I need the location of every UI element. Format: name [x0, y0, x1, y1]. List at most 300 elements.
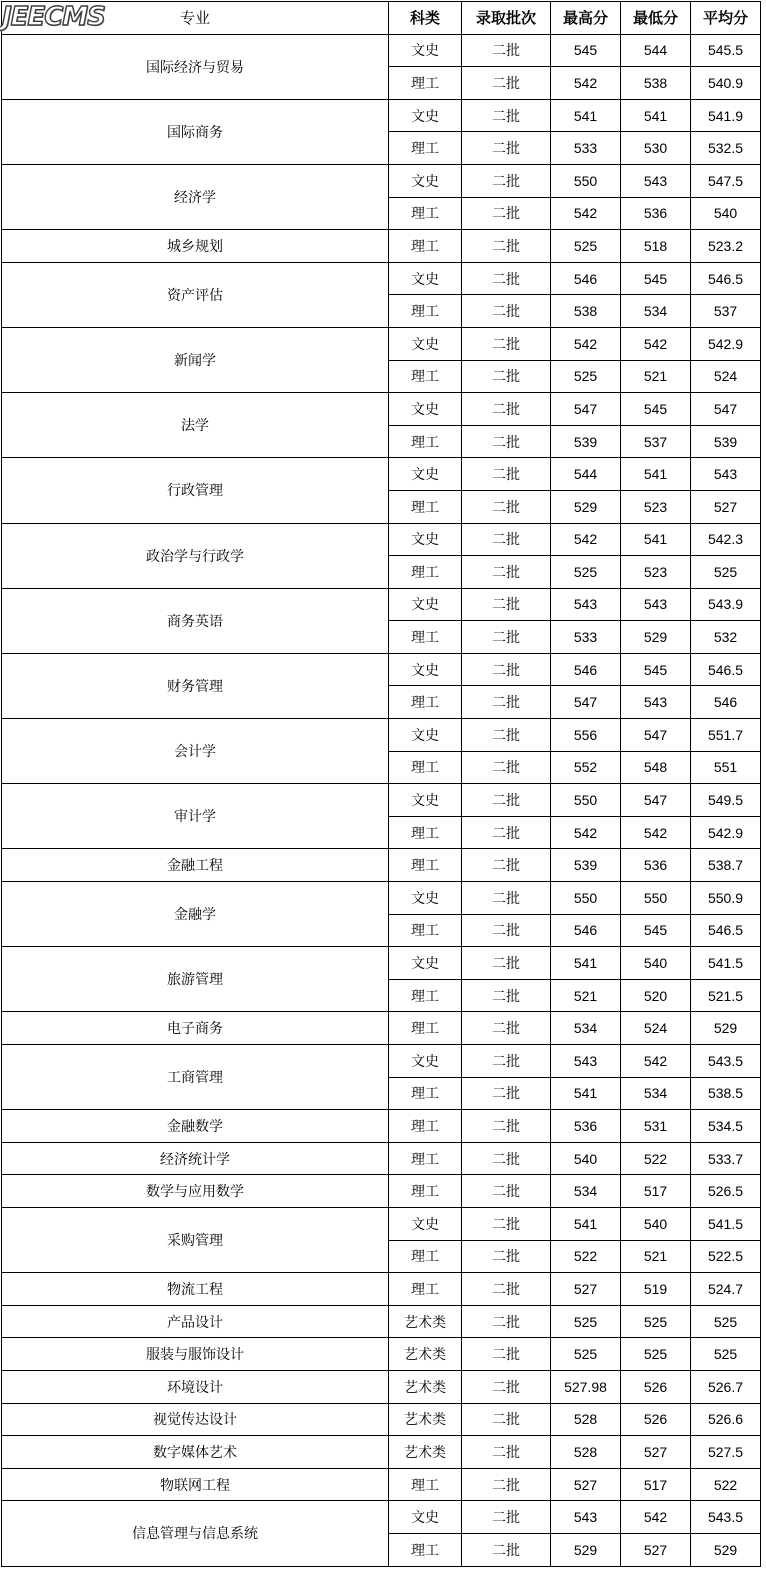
category-cell: 理工: [389, 230, 462, 263]
table-row: [2, 1207, 761, 1240]
category-cell: 文史: [389, 34, 462, 67]
max-score-cell: 525: [551, 230, 621, 263]
category-cell: 文史: [389, 882, 462, 915]
table-row: [2, 164, 761, 197]
major-name-cell: 视觉传达设计: [2, 1403, 389, 1436]
max-score-cell: 536: [551, 1110, 621, 1143]
avg-score-cell: 547: [691, 393, 761, 426]
batch-cell: 二批: [462, 230, 551, 263]
batch-cell: 二批: [462, 1338, 551, 1371]
max-score-cell: 527.98: [551, 1370, 621, 1403]
category-cell: 理工: [389, 295, 462, 328]
header-major: 专业: [2, 2, 389, 35]
min-score-cell: 526: [621, 1403, 691, 1436]
min-score-cell: 543: [621, 588, 691, 621]
category-cell: 文史: [389, 719, 462, 752]
max-score-cell: 552: [551, 751, 621, 784]
batch-cell: 二批: [462, 556, 551, 589]
avg-score-cell: 521.5: [691, 979, 761, 1012]
avg-score-cell: 546.5: [691, 653, 761, 686]
min-score-cell: 536: [621, 849, 691, 882]
min-score-cell: 522: [621, 1142, 691, 1175]
category-cell: 理工: [389, 556, 462, 589]
min-score-cell: 541: [621, 458, 691, 491]
avg-score-cell: 546.5: [691, 262, 761, 295]
max-score-cell: 541: [551, 947, 621, 980]
avg-score-cell: 546: [691, 686, 761, 719]
batch-cell: 二批: [462, 784, 551, 817]
avg-score-cell: 525: [691, 1338, 761, 1371]
avg-score-cell: 529: [691, 1012, 761, 1045]
min-score-cell: 545: [621, 393, 691, 426]
batch-cell: 二批: [462, 1305, 551, 1338]
avg-score-cell: 549.5: [691, 784, 761, 817]
max-score-cell: 547: [551, 393, 621, 426]
table-row: [2, 719, 761, 752]
category-cell: 艺术类: [389, 1370, 462, 1403]
max-score-cell: 546: [551, 262, 621, 295]
avg-score-cell: 542.9: [691, 816, 761, 849]
batch-cell: 二批: [462, 1012, 551, 1045]
category-cell: 理工: [389, 1240, 462, 1273]
min-score-cell: 540: [621, 947, 691, 980]
avg-score-cell: 522: [691, 1468, 761, 1501]
table-row: [2, 1110, 761, 1143]
max-score-cell: 543: [551, 1045, 621, 1078]
batch-cell: 二批: [462, 99, 551, 132]
max-score-cell: 550: [551, 164, 621, 197]
table-row: [2, 327, 761, 360]
table-row: [2, 588, 761, 621]
max-score-cell: 542: [551, 816, 621, 849]
category-cell: 理工: [389, 360, 462, 393]
batch-cell: 二批: [462, 1533, 551, 1566]
batch-cell: 二批: [462, 751, 551, 784]
min-score-cell: 534: [621, 295, 691, 328]
min-score-cell: 547: [621, 784, 691, 817]
batch-cell: 二批: [462, 979, 551, 1012]
major-name-cell: 采购管理: [2, 1207, 389, 1272]
min-score-cell: 548: [621, 751, 691, 784]
min-score-cell: 521: [621, 1240, 691, 1273]
batch-cell: 二批: [462, 393, 551, 426]
batch-cell: 二批: [462, 360, 551, 393]
table-body: [2, 34, 761, 1566]
batch-cell: 二批: [462, 653, 551, 686]
max-score-cell: 534: [551, 1175, 621, 1208]
table-row: [2, 1501, 761, 1534]
avg-score-cell: 545.5: [691, 34, 761, 67]
min-score-cell: 545: [621, 914, 691, 947]
category-cell: 理工: [389, 914, 462, 947]
major-name-cell: 工商管理: [2, 1045, 389, 1110]
category-cell: 文史: [389, 588, 462, 621]
table-row: [2, 34, 761, 67]
category-cell: 文史: [389, 1207, 462, 1240]
category-cell: 文史: [389, 784, 462, 817]
avg-score-cell: 526.6: [691, 1403, 761, 1436]
avg-score-cell: 537: [691, 295, 761, 328]
max-score-cell: 550: [551, 784, 621, 817]
min-score-cell: 524: [621, 1012, 691, 1045]
avg-score-cell: 540.9: [691, 67, 761, 100]
batch-cell: 二批: [462, 490, 551, 523]
avg-score-cell: 524.7: [691, 1273, 761, 1306]
min-score-cell: 517: [621, 1468, 691, 1501]
avg-score-cell: 538.5: [691, 1077, 761, 1110]
header-category: 科类: [389, 2, 462, 35]
batch-cell: 二批: [462, 34, 551, 67]
batch-cell: 二批: [462, 1501, 551, 1534]
min-score-cell: 542: [621, 1501, 691, 1534]
table-row: [2, 458, 761, 491]
min-score-cell: 540: [621, 1207, 691, 1240]
min-score-cell: 530: [621, 132, 691, 165]
table-row: [2, 1370, 761, 1403]
min-score-cell: 523: [621, 556, 691, 589]
min-score-cell: 536: [621, 197, 691, 230]
avg-score-cell: 522.5: [691, 1240, 761, 1273]
max-score-cell: 527: [551, 1468, 621, 1501]
batch-cell: 二批: [462, 262, 551, 295]
avg-score-cell: 547.5: [691, 164, 761, 197]
batch-cell: 二批: [462, 327, 551, 360]
category-cell: 理工: [389, 751, 462, 784]
category-cell: 文史: [389, 653, 462, 686]
avg-score-cell: 541.5: [691, 947, 761, 980]
major-name-cell: 财务管理: [2, 653, 389, 718]
major-name-cell: 国际商务: [2, 99, 389, 164]
min-score-cell: 547: [621, 719, 691, 752]
max-score-cell: 538: [551, 295, 621, 328]
table-row: [2, 1273, 761, 1306]
max-score-cell: 544: [551, 458, 621, 491]
major-name-cell: 服装与服饰设计: [2, 1338, 389, 1371]
header-max-score: 最高分: [551, 2, 621, 35]
category-cell: 文史: [389, 327, 462, 360]
avg-score-cell: 527: [691, 490, 761, 523]
min-score-cell: 537: [621, 425, 691, 458]
max-score-cell: 539: [551, 425, 621, 458]
min-score-cell: 527: [621, 1436, 691, 1469]
major-name-cell: 会计学: [2, 719, 389, 784]
max-score-cell: 533: [551, 621, 621, 654]
batch-cell: 二批: [462, 1468, 551, 1501]
major-name-cell: 物联网工程: [2, 1468, 389, 1501]
category-cell: 理工: [389, 816, 462, 849]
avg-score-cell: 524: [691, 360, 761, 393]
category-cell: 文史: [389, 393, 462, 426]
major-name-cell: 行政管理: [2, 458, 389, 523]
major-name-cell: 国际经济与贸易: [2, 34, 389, 99]
batch-cell: 二批: [462, 425, 551, 458]
max-score-cell: 529: [551, 1533, 621, 1566]
max-score-cell: 525: [551, 360, 621, 393]
min-score-cell: 545: [621, 262, 691, 295]
major-name-cell: 新闻学: [2, 327, 389, 392]
header-avg-score: 平均分: [691, 2, 761, 35]
avg-score-cell: 525: [691, 1305, 761, 1338]
max-score-cell: 556: [551, 719, 621, 752]
table-row: [2, 653, 761, 686]
avg-score-cell: 543.5: [691, 1501, 761, 1534]
table-row: [2, 882, 761, 915]
batch-cell: 二批: [462, 1370, 551, 1403]
category-cell: 理工: [389, 425, 462, 458]
avg-score-cell: 540: [691, 197, 761, 230]
category-cell: 艺术类: [389, 1338, 462, 1371]
avg-score-cell: 543.9: [691, 588, 761, 621]
max-score-cell: 542: [551, 197, 621, 230]
category-cell: 文史: [389, 1501, 462, 1534]
batch-cell: 二批: [462, 686, 551, 719]
avg-score-cell: 546.5: [691, 914, 761, 947]
max-score-cell: 529: [551, 490, 621, 523]
table-row: [2, 262, 761, 295]
avg-score-cell: 543.5: [691, 1045, 761, 1078]
batch-cell: 二批: [462, 1273, 551, 1306]
max-score-cell: 546: [551, 914, 621, 947]
avg-score-cell: 538.7: [691, 849, 761, 882]
category-cell: 理工: [389, 849, 462, 882]
table-row: [2, 523, 761, 556]
major-name-cell: 物流工程: [2, 1273, 389, 1306]
avg-score-cell: 526.7: [691, 1370, 761, 1403]
avg-score-cell: 551: [691, 751, 761, 784]
table-row: [2, 1045, 761, 1078]
batch-cell: 二批: [462, 1240, 551, 1273]
category-cell: 文史: [389, 262, 462, 295]
min-score-cell: 542: [621, 816, 691, 849]
major-name-cell: 金融工程: [2, 849, 389, 882]
category-cell: 理工: [389, 1012, 462, 1045]
min-score-cell: 519: [621, 1273, 691, 1306]
major-name-cell: 环境设计: [2, 1370, 389, 1403]
min-score-cell: 542: [621, 327, 691, 360]
batch-cell: 二批: [462, 164, 551, 197]
max-score-cell: 521: [551, 979, 621, 1012]
max-score-cell: 534: [551, 1012, 621, 1045]
batch-cell: 二批: [462, 1077, 551, 1110]
batch-cell: 二批: [462, 197, 551, 230]
table-row: [2, 99, 761, 132]
table-row: [2, 393, 761, 426]
max-score-cell: 541: [551, 99, 621, 132]
max-score-cell: 542: [551, 67, 621, 100]
table-row: [2, 1338, 761, 1371]
table-row: [2, 947, 761, 980]
min-score-cell: 531: [621, 1110, 691, 1143]
avg-score-cell: 550.9: [691, 882, 761, 915]
batch-cell: 二批: [462, 719, 551, 752]
min-score-cell: 523: [621, 490, 691, 523]
category-cell: 艺术类: [389, 1305, 462, 1338]
category-cell: 理工: [389, 490, 462, 523]
avg-score-cell: 551.7: [691, 719, 761, 752]
max-score-cell: 528: [551, 1403, 621, 1436]
max-score-cell: 525: [551, 1338, 621, 1371]
table-row: [2, 1468, 761, 1501]
avg-score-cell: 523.2: [691, 230, 761, 263]
major-name-cell: 信息管理与信息系统: [2, 1501, 389, 1566]
min-score-cell: 542: [621, 1045, 691, 1078]
max-score-cell: 543: [551, 1501, 621, 1534]
max-score-cell: 525: [551, 556, 621, 589]
max-score-cell: 543: [551, 588, 621, 621]
category-cell: 理工: [389, 621, 462, 654]
category-cell: 理工: [389, 1468, 462, 1501]
batch-cell: 二批: [462, 523, 551, 556]
major-name-cell: 城乡规划: [2, 230, 389, 263]
min-score-cell: 544: [621, 34, 691, 67]
max-score-cell: 545: [551, 34, 621, 67]
table-row: [2, 1142, 761, 1175]
batch-cell: 二批: [462, 67, 551, 100]
avg-score-cell: 525: [691, 556, 761, 589]
table-row: [2, 1403, 761, 1436]
batch-cell: 二批: [462, 132, 551, 165]
batch-cell: 二批: [462, 1175, 551, 1208]
table-row: [2, 1012, 761, 1045]
major-name-cell: 商务英语: [2, 588, 389, 653]
batch-cell: 二批: [462, 295, 551, 328]
category-cell: 文史: [389, 164, 462, 197]
min-score-cell: 541: [621, 523, 691, 556]
avg-score-cell: 532.5: [691, 132, 761, 165]
major-name-cell: 电子商务: [2, 1012, 389, 1045]
avg-score-cell: 539: [691, 425, 761, 458]
min-score-cell: 529: [621, 621, 691, 654]
max-score-cell: 522: [551, 1240, 621, 1273]
category-cell: 艺术类: [389, 1403, 462, 1436]
category-cell: 理工: [389, 1175, 462, 1208]
min-score-cell: 525: [621, 1338, 691, 1371]
category-cell: 文史: [389, 458, 462, 491]
table-row: [2, 1436, 761, 1469]
avg-score-cell: 543: [691, 458, 761, 491]
min-score-cell: 525: [621, 1305, 691, 1338]
table-row: [2, 1305, 761, 1338]
avg-score-cell: 534.5: [691, 1110, 761, 1143]
major-name-cell: 产品设计: [2, 1305, 389, 1338]
max-score-cell: 540: [551, 1142, 621, 1175]
table-row: [2, 784, 761, 817]
max-score-cell: 550: [551, 882, 621, 915]
batch-cell: 二批: [462, 1110, 551, 1143]
category-cell: 文史: [389, 947, 462, 980]
batch-cell: 二批: [462, 1403, 551, 1436]
min-score-cell: 518: [621, 230, 691, 263]
max-score-cell: 541: [551, 1077, 621, 1110]
max-score-cell: 542: [551, 523, 621, 556]
table-row: [2, 230, 761, 263]
major-name-cell: 资产评估: [2, 262, 389, 327]
batch-cell: 二批: [462, 882, 551, 915]
max-score-cell: 527: [551, 1273, 621, 1306]
max-score-cell: 525: [551, 1305, 621, 1338]
max-score-cell: 542: [551, 327, 621, 360]
category-cell: 艺术类: [389, 1436, 462, 1469]
category-cell: 理工: [389, 1273, 462, 1306]
category-cell: 理工: [389, 67, 462, 100]
major-name-cell: 政治学与行政学: [2, 523, 389, 588]
min-score-cell: 517: [621, 1175, 691, 1208]
min-score-cell: 543: [621, 164, 691, 197]
batch-cell: 二批: [462, 588, 551, 621]
category-cell: 文史: [389, 99, 462, 132]
avg-score-cell: 533.7: [691, 1142, 761, 1175]
batch-cell: 二批: [462, 1142, 551, 1175]
major-name-cell: 金融数学: [2, 1110, 389, 1143]
major-name-cell: 数字媒体艺术: [2, 1436, 389, 1469]
category-cell: 文史: [389, 523, 462, 556]
avg-score-cell: 526.5: [691, 1175, 761, 1208]
major-name-cell: 经济学: [2, 164, 389, 229]
major-name-cell: 法学: [2, 393, 389, 458]
category-cell: 文史: [389, 1045, 462, 1078]
major-name-cell: 数学与应用数学: [2, 1175, 389, 1208]
max-score-cell: 547: [551, 686, 621, 719]
category-cell: 理工: [389, 1533, 462, 1566]
major-name-cell: 审计学: [2, 784, 389, 849]
min-score-cell: 534: [621, 1077, 691, 1110]
min-score-cell: 541: [621, 99, 691, 132]
header-batch: 录取批次: [462, 2, 551, 35]
max-score-cell: 546: [551, 653, 621, 686]
batch-cell: 二批: [462, 1436, 551, 1469]
category-cell: 理工: [389, 197, 462, 230]
max-score-cell: 533: [551, 132, 621, 165]
major-name-cell: 旅游管理: [2, 947, 389, 1012]
category-cell: 理工: [389, 1077, 462, 1110]
header-min-score: 最低分: [621, 2, 691, 35]
table-row: [2, 1175, 761, 1208]
avg-score-cell: 541.9: [691, 99, 761, 132]
batch-cell: 二批: [462, 458, 551, 491]
major-name-cell: 经济统计学: [2, 1142, 389, 1175]
avg-score-cell: 542.3: [691, 523, 761, 556]
min-score-cell: 520: [621, 979, 691, 1012]
avg-score-cell: 532: [691, 621, 761, 654]
batch-cell: 二批: [462, 849, 551, 882]
avg-score-cell: 529: [691, 1533, 761, 1566]
avg-score-cell: 541.5: [691, 1207, 761, 1240]
min-score-cell: 526: [621, 1370, 691, 1403]
max-score-cell: 539: [551, 849, 621, 882]
batch-cell: 二批: [462, 621, 551, 654]
avg-score-cell: 527.5: [691, 1436, 761, 1469]
category-cell: 理工: [389, 1142, 462, 1175]
category-cell: 理工: [389, 686, 462, 719]
batch-cell: 二批: [462, 914, 551, 947]
avg-score-cell: 542.9: [691, 327, 761, 360]
min-score-cell: 527: [621, 1533, 691, 1566]
major-name-cell: 金融学: [2, 882, 389, 947]
batch-cell: 二批: [462, 1207, 551, 1240]
batch-cell: 二批: [462, 816, 551, 849]
min-score-cell: 521: [621, 360, 691, 393]
min-score-cell: 550: [621, 882, 691, 915]
table-row: [2, 849, 761, 882]
batch-cell: 二批: [462, 947, 551, 980]
min-score-cell: 538: [621, 67, 691, 100]
admission-scores-table: [1, 1, 761, 1567]
category-cell: 理工: [389, 1110, 462, 1143]
category-cell: 理工: [389, 979, 462, 1012]
category-cell: 理工: [389, 132, 462, 165]
min-score-cell: 543: [621, 686, 691, 719]
min-score-cell: 545: [621, 653, 691, 686]
